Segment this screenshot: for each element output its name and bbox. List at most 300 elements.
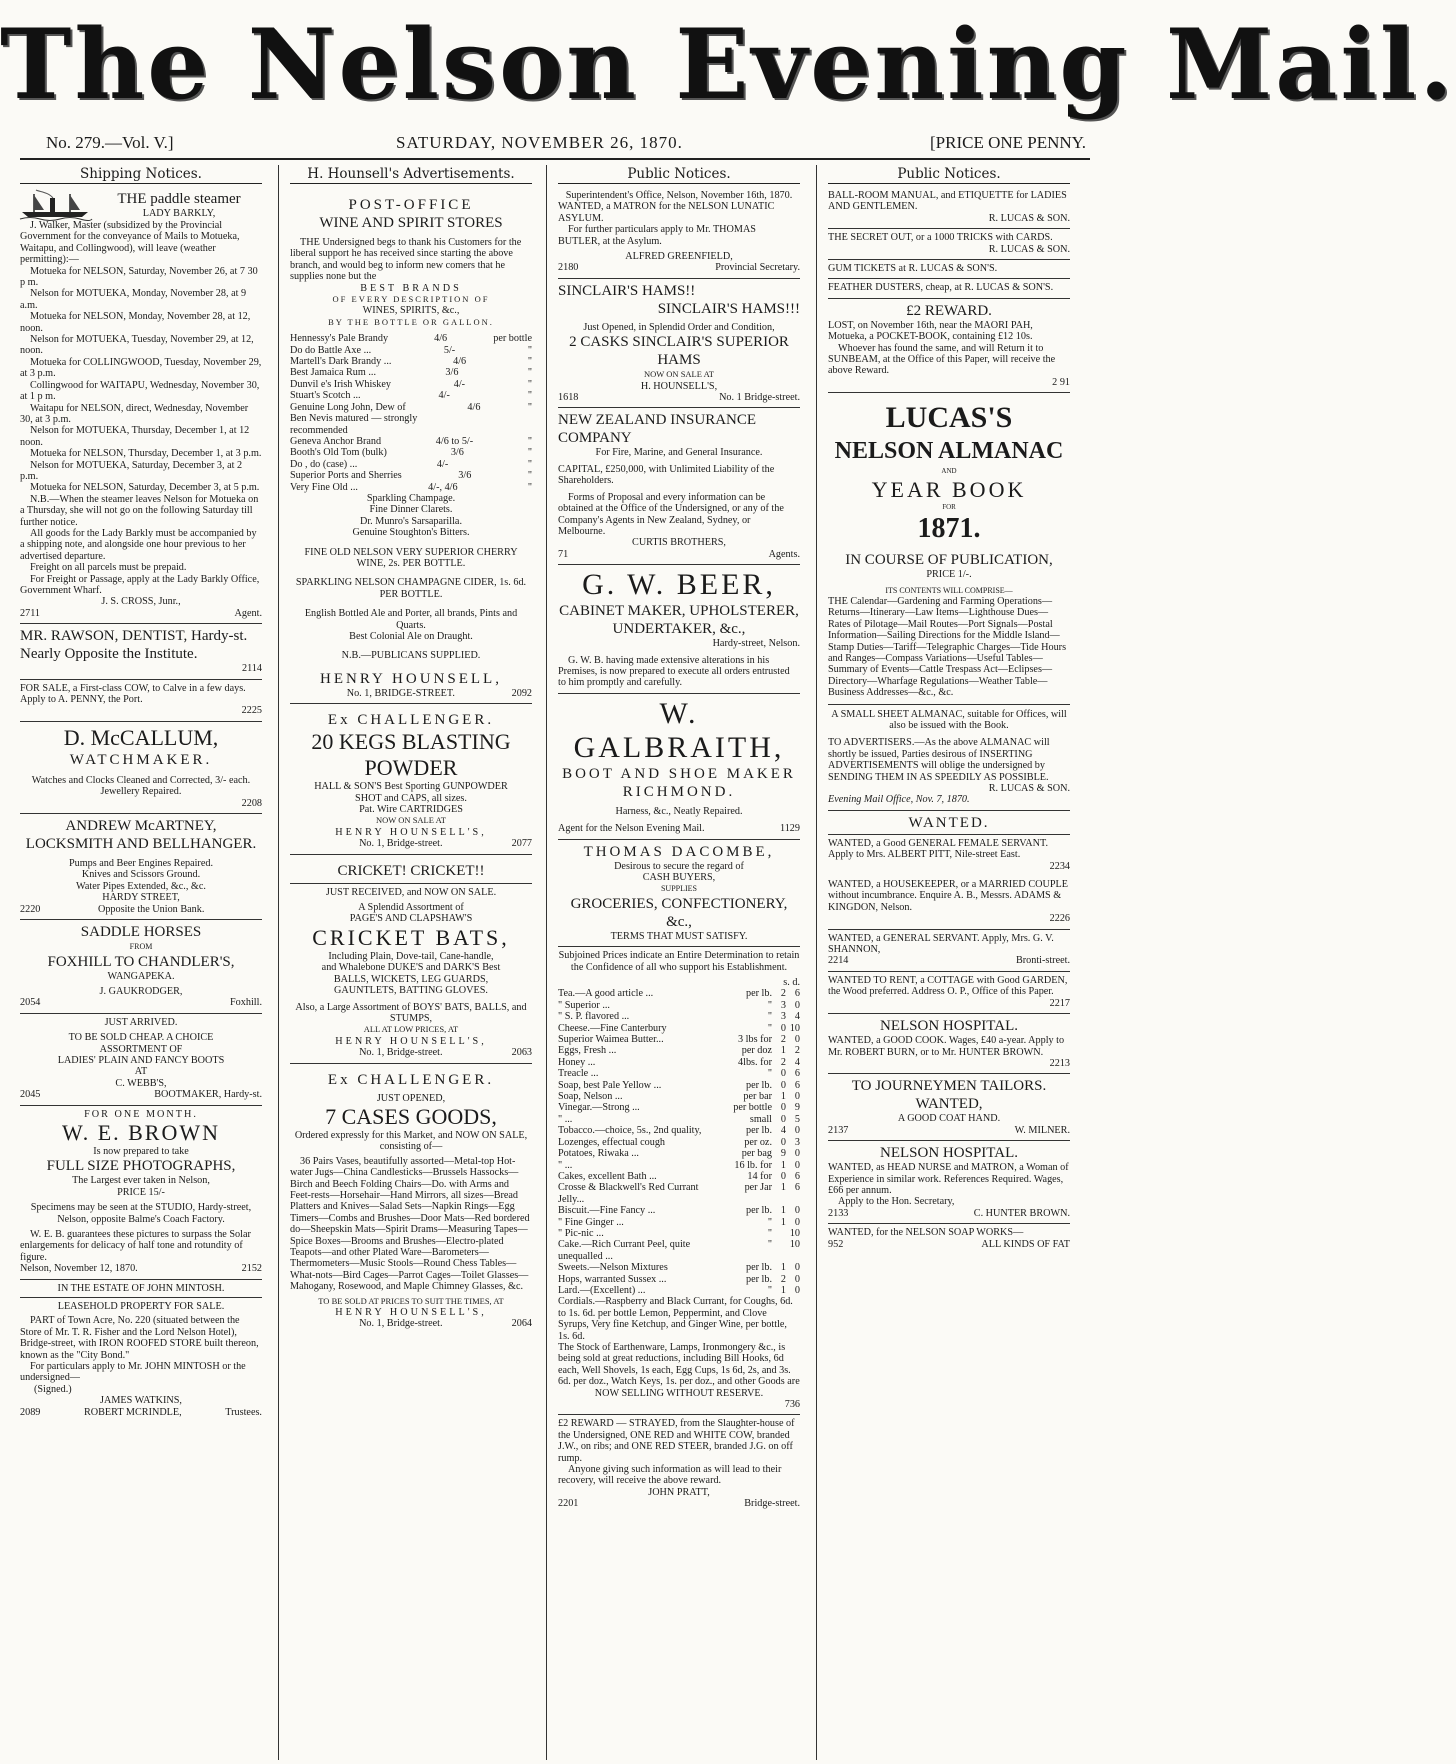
- saddle-place: WANGAPEKA.: [107, 970, 175, 982]
- webb-line: TO BE SOLD CHEAP. A CHOICE: [68, 1032, 214, 1044]
- ad-secret: [828, 229, 1070, 260]
- price-d: 0: [794, 999, 800, 1011]
- price-unit: 14 for: [747, 1170, 772, 1182]
- powder-now: NOW ON SALE AT: [376, 815, 446, 826]
- price-unit: ": [767, 1022, 772, 1034]
- almanac-course: IN COURSE OF PUBLICATION,: [845, 552, 1053, 569]
- price-d: 0: [794, 1034, 800, 1046]
- ad-insurance: [558, 408, 800, 565]
- ad-number: 736: [784, 1399, 800, 1411]
- dacombe-line: SUPPLIES: [660, 884, 697, 894]
- ad-number: 2180: [558, 262, 579, 274]
- price-item: Soap, best Pale Yellow ...: [558, 1079, 662, 1091]
- dacombe-price-list: [558, 988, 800, 1296]
- soap-text: WANTED, for the NELSON SOAP WORKS—: [828, 1227, 1024, 1239]
- barkly-line: J. Walker, Master (subsidized by the Provincial Government for the conveyance of Mails to Motueka, Waitapu, and Collingwood), will leave (weather permitting):—: [20, 220, 240, 266]
- saddle-route: FOXHILL TO CHANDLER'S,: [47, 953, 235, 970]
- almanac-office: Evening Mail Office, Nov. 7, 1870.: [828, 794, 970, 806]
- ad-ballroom: [828, 187, 1070, 229]
- lock-address: Opposite the Union Bank.: [97, 903, 205, 915]
- price-item: Tea.—A good article ...: [558, 988, 654, 1000]
- secret-text: THE SECRET OUT, or a 1000 TRICKS with CARDS.: [828, 232, 1053, 244]
- price-s: 1: [780, 1045, 786, 1057]
- wine-price: 4/-: [453, 378, 466, 390]
- price-s: 1: [780, 1262, 786, 1274]
- lost-text: LOST, on November 16th, near the MAORI PAH, Motueka, a POCKET-BOOK, containing £12 10s.: [828, 319, 1033, 343]
- cricket-boys: Also, a Large Assortment of BOYS' BATS, BALLS, and STUMPS,: [295, 1001, 527, 1024]
- price-unit: 4lbs. for: [738, 1056, 772, 1068]
- hams-seller: H. HOUNSELL'S,: [640, 380, 718, 392]
- price-d: 6: [794, 1170, 800, 1182]
- wine-unit: ": [527, 481, 532, 493]
- price-item: " ...: [558, 1159, 573, 1171]
- brown-name: W. E. BROWN: [61, 1119, 221, 1145]
- price-d: 0: [794, 1148, 800, 1160]
- webb-line: C. WEBB'S,: [115, 1077, 167, 1089]
- hospital-heading: NELSON HOSPITAL.: [880, 1018, 1018, 1035]
- ad-number: 2214: [828, 955, 849, 967]
- ad-number: 2226: [1049, 913, 1070, 925]
- galbraith-town: RICHMOND.: [622, 783, 736, 800]
- ad-number: 2208: [241, 797, 262, 809]
- insurance-sub: For Fire, Marine, and General Insurance.: [595, 447, 763, 459]
- ad-hospital-cook: [828, 1014, 1070, 1074]
- insurance-forms: Forms of Proposal and every information can be obtained at the Office of the Undersigned, or any of the Company's Agents in New Zealand, Sydney, or Melbourne.: [558, 491, 784, 537]
- dentist-text: MR. RAWSON, DENTIST, Hardy-st. Nearly Opposite the Institute.: [20, 628, 248, 663]
- nurse-signer: C. HUNTER BROWN.: [973, 1207, 1070, 1219]
- price-s: 4: [780, 1125, 786, 1137]
- hounsell-address: No. 1, Bridge-street.: [359, 1318, 443, 1330]
- wine-unit: ": [527, 367, 532, 379]
- reward-signer: JOHN PRATT,: [648, 1486, 710, 1498]
- hounsell-address: No. 1, Bridge-street.: [359, 838, 443, 850]
- price-unit: 16 lb. for: [734, 1159, 772, 1171]
- lost-title: £2 REWARD.: [906, 302, 992, 319]
- price-unit: ": [767, 1227, 772, 1239]
- barkly-line: Motueka for NELSON, Saturday, November 26, at 7 30 p m.: [20, 265, 258, 289]
- wine-price: 3/6: [450, 447, 464, 459]
- price-unit: per doz: [741, 1045, 772, 1057]
- ad-tailors: [828, 1074, 1070, 1141]
- ad-mintosh-estate: [20, 1280, 262, 1422]
- price-d: 0: [794, 1216, 800, 1228]
- saddle-from: FROM: [129, 942, 153, 952]
- almanac-contents: ITS CONTENTS WILL COMPRISE—: [885, 585, 1013, 595]
- barkly-title: THE paddle steamer: [117, 191, 241, 207]
- powder-heading: Ex CHALLENGER.: [327, 712, 495, 729]
- price-s: [772, 1239, 786, 1262]
- wanted-servant: [828, 930, 1070, 972]
- hounsell-address: No. 1, Bridge-street.: [359, 1047, 443, 1059]
- price-item: Tobacco.—choice, 5s., 2nd quality,: [558, 1125, 702, 1137]
- reward-info: Anyone giving such information as will lead to their recovery, will receive the above reward.: [558, 1464, 782, 1487]
- column-divider: [546, 165, 547, 1760]
- almanac-price: PRICE 1/-.: [926, 569, 972, 581]
- webb-line: AT: [134, 1066, 148, 1078]
- barkly-line: Waitapu for NELSON, direct, Wednesday, November 30, at 3 p.m.: [20, 402, 249, 425]
- barkly-line: Nelson for MOTUEKA, Monday, November 28, at 9 a.m.: [20, 288, 247, 311]
- barkly-line: For Freight or Passage, apply at the Lady Barkly Office, Government Wharf.: [20, 573, 260, 596]
- price-item: Crosse & Blackwell's Red Currant Jelly...: [558, 1182, 699, 1205]
- price-item: Potatoes, Riwaka ...: [558, 1148, 639, 1160]
- price-item: Treacle ...: [558, 1068, 599, 1080]
- wanted-ad: WANTED, a GENERAL SERVANT. Apply, Mrs. G. V. SHANNON,: [828, 932, 1054, 956]
- price-s: 0: [780, 1102, 786, 1114]
- ad-beer: [558, 565, 800, 694]
- price-s: 1: [780, 1205, 786, 1217]
- wine-extra: Fine Dinner Clarets.: [369, 504, 453, 516]
- reward-text: £2 REWARD — STRAYED, from the Slaughter-house of the Undersigned, ONE RED and WHITE COW, branded J.W., on ribs; and ONE RED STEER, branded J.G. on off rump.: [558, 1418, 795, 1464]
- wine-price: 5/-: [443, 344, 456, 356]
- price-s: 0: [780, 1068, 786, 1080]
- wine-intro: THE Undersigned begs to thank his Customers for the liberal support he has received since starting the above branch, and would beg to inform new comers that he supplies none but the: [290, 237, 522, 283]
- issue-price: [PRICE ONE PENNY.: [929, 133, 1086, 152]
- ad-number: 2711: [20, 607, 40, 619]
- column-divider: [278, 165, 279, 1760]
- price-item: Lozenges, effectual cough: [558, 1136, 666, 1148]
- wine-unit: per bottle: [493, 333, 532, 345]
- ad-number: 952: [828, 1238, 844, 1250]
- powder-line: HALL & SON'S Best Sporting GUNPOWDER: [314, 781, 508, 793]
- price-unit: ": [767, 1239, 772, 1251]
- barkly-line: Motueka for NELSON, Monday, November 28, at 12, noon.: [20, 311, 251, 334]
- dacombe-cordials: Cordials.—Raspberry and Black Currant, for Coughs, 6d. to 1s. 6d. per bottle Lemon, Peppermint, and Clove Syrups, Very fine Ketchup, and Ginger Wine, per bottle, 1s. 6d.: [558, 1296, 793, 1342]
- dacombe-line: CASH BUYERS,: [642, 871, 716, 883]
- saddle-town: Foxhill.: [230, 997, 262, 1009]
- ad-soap-works: [828, 1224, 1070, 1254]
- price-unit: per oz.: [744, 1136, 772, 1148]
- ad-number: 2220: [20, 903, 41, 915]
- estate-heading: IN THE ESTATE OF JOHN MINTOSH.: [57, 1282, 225, 1294]
- dacombe-name: THOMAS DACOMBE,: [583, 843, 775, 860]
- tailors-coat: A GOOD COAT HAND.: [897, 1113, 1001, 1125]
- hounsell-address: No. 1, BRIDGE-STREET.: [346, 687, 455, 699]
- price-d: 10: [789, 1239, 800, 1251]
- price-item: Hops, warranted Sussex ...: [558, 1273, 667, 1285]
- cricket-makers: PAGE'S AND CLAPSHAW'S: [349, 913, 473, 925]
- cricket-bats: CRICKET BATS,: [312, 924, 510, 950]
- price-unit: per lb.: [745, 1079, 772, 1091]
- ad-wine-stores: [290, 187, 532, 704]
- lucas-sign: R. LUCAS & SON.: [988, 243, 1070, 255]
- brown-price: PRICE 15/-: [117, 1186, 165, 1198]
- hams-title: 2 CASKS SINCLAIR'S SUPERIOR HAMS: [569, 334, 789, 369]
- ad-number: 2201: [558, 1498, 579, 1510]
- price-unit: 3 lbs for: [738, 1034, 772, 1046]
- beer-text: G. W. B. having made extensive alterations in his Premises, is now prepared to execute all orders entrusted to him promptly and carefully.: [558, 654, 790, 689]
- price-s: 2: [780, 988, 786, 1000]
- price-s: 2: [780, 1034, 786, 1046]
- barkly-line: Collingwood for WAITAPU, Wednesday, November 30, at 1 p m.: [20, 379, 260, 403]
- ad-lady-barkly: [20, 187, 262, 624]
- ad-number: 2137: [828, 1124, 849, 1136]
- issue-number: No. 279.—Vol. V.]: [46, 133, 174, 152]
- wine-price: 4/6: [453, 356, 467, 368]
- wine-unit: ": [527, 356, 532, 368]
- column-heading: H. Hounsell's Advertisements.: [290, 165, 532, 184]
- tailors-wanted: WANTED,: [915, 1096, 983, 1113]
- ad-blasting-powder: [290, 704, 532, 854]
- price-item: Superior Waimea Butter...: [558, 1034, 664, 1046]
- price-unit: per bag: [741, 1148, 772, 1160]
- price-s: 0: [780, 1170, 786, 1182]
- price-unit: ": [767, 1284, 772, 1296]
- asylum-office: Superintendent's Office, Nelson, November 16th, 1870.: [565, 190, 793, 201]
- wine-cherry: FINE OLD NELSON VERY SUPERIOR CHERRY WINE, 2s. PER BOTTLE.: [304, 546, 518, 569]
- cases-title: 7 CASES GOODS,: [325, 1103, 497, 1129]
- barkly-line: Nelson for MOTUEKA, Saturday, December 3, at 2 p.m.: [20, 459, 243, 482]
- price-item: Honey ...: [558, 1056, 596, 1068]
- price-item: Biscuit.—Fine Fancy ...: [558, 1205, 656, 1217]
- hams-opened: Just Opened, in Splendid Order and Condition,: [583, 321, 775, 333]
- price-item: " Pic-nic ...: [558, 1227, 604, 1239]
- almanac-lucas: LUCAS'S: [885, 401, 1013, 435]
- estate-trustee: JAMES WATKINS,: [100, 1395, 182, 1407]
- price-unit: small: [749, 1113, 772, 1125]
- asylum-title: Provincial Secretary.: [715, 262, 800, 274]
- cow-text: FOR SALE, a First-class COW, to Calve in a few days. Apply to A. PENNY, the Port.: [20, 682, 246, 706]
- ad-number: 2063: [511, 1047, 532, 1059]
- wine-price: 4/6: [467, 401, 481, 413]
- cricket-line: BALLS, WICKETS, LEG GUARDS,: [333, 973, 489, 985]
- dacombe-terms: TERMS THAT MUST SATISFY.: [610, 930, 748, 942]
- price-s: 2: [780, 1273, 786, 1285]
- price-unit: per lb.: [745, 1273, 772, 1285]
- ad-number: 2 91: [1052, 376, 1070, 388]
- ad-saddle-horses: [20, 920, 262, 1014]
- insurance-agent: CURTIS BROTHERS,: [632, 537, 726, 549]
- hounsell-name: HENRY HOUNSELL,: [320, 670, 502, 687]
- price-item: Lard.—(Excellent) ...: [558, 1284, 646, 1296]
- ad-number: 1618: [558, 392, 579, 404]
- asylum-text: WANTED, a MATRON for the NELSON LUNATIC ASYLUM.: [558, 201, 775, 224]
- ad-lost-reward: [828, 299, 1070, 393]
- ad-almanac: [828, 393, 1070, 811]
- price-item: Cakes, excellent Bath ...: [558, 1170, 657, 1182]
- ad-galbraith: [558, 694, 800, 840]
- wine-item: Martell's Dark Brandy ...: [290, 356, 392, 368]
- wine-price: 4/-: [438, 390, 450, 402]
- price-s: 0: [780, 1136, 786, 1148]
- price-d: 10: [789, 1022, 800, 1034]
- price-d: 0: [794, 1273, 800, 1285]
- ad-hospital-nurse: [828, 1141, 1070, 1224]
- price-unit: per bar: [743, 1091, 772, 1103]
- powder-line: Pat. Wire CARTRIDGES: [359, 804, 463, 816]
- wine-title: WINE AND SPIRIT STORES: [319, 215, 503, 231]
- price-item: Cheese.—Fine Canterbury: [558, 1022, 667, 1034]
- almanac-year: 1871.: [917, 513, 981, 545]
- wine-price-list: [290, 333, 532, 493]
- powder-line: SHOT and CAPS, all sizes.: [355, 792, 467, 804]
- hospital-heading: NELSON HOSPITAL.: [880, 1145, 1018, 1162]
- dacombe-groceries: GROCERIES, CONFECTIONERY, &c.,: [570, 895, 788, 930]
- price-d: 4: [794, 1011, 800, 1023]
- lucas-sign: R. LUCAS & SON.: [988, 212, 1070, 224]
- almanac-sheet: A SMALL SHEET ALMANAC, suitable for Offices, will also be issued with the Book.: [828, 704, 1070, 732]
- reward-address: Bridge-street.: [744, 1498, 800, 1510]
- galbraith-agent: Agent for the Nelson Evening Mail.: [558, 823, 705, 835]
- estate-trustees-label: Trustees.: [225, 1406, 262, 1418]
- price-s: 3: [780, 999, 786, 1011]
- webb-line: ASSORTMENT OF: [99, 1043, 183, 1055]
- ad-strayed-reward: [558, 1415, 800, 1513]
- wine-types: WINES, SPIRITS, &c.,: [362, 305, 460, 317]
- beer-line: CABINET MAKER, UPHOLSTERER,: [559, 603, 799, 620]
- ad-asylum: [558, 187, 800, 279]
- price-unit: per bottle: [733, 1102, 772, 1114]
- barkly-agent: Agent.: [234, 607, 262, 619]
- ad-webb: [20, 1014, 262, 1106]
- cases-sold: TO BE SOLD AT PRICES TO SUIT THE TIMES, AT: [318, 1295, 504, 1306]
- price-d: 6: [794, 988, 800, 1000]
- saddle-title: SADDLE HORSES: [80, 924, 202, 941]
- barkly-line: All goods for the Lady Barkly must be accompanied by a shipping note, and alongside one hour previous to her advertised departure.: [20, 527, 257, 562]
- ad-number: 2152: [241, 1263, 262, 1275]
- nurse-text: WANTED, as HEAD NURSE and MATRON, a Woman of Experience in similar work. References Required. Wages, £66 per annum.: [828, 1162, 1069, 1196]
- cricket-splendid: A Splendid Assortment of: [358, 902, 464, 914]
- ad-number: 2089: [20, 1406, 41, 1418]
- wine-item: Genuine Long John, Dew of Ben Nevis matured — strongly recommended: [290, 401, 418, 436]
- column-heading: Public Notices.: [558, 165, 800, 184]
- wine-unit: ": [527, 344, 532, 356]
- wine-item: Booth's Old Tom (bulk): [290, 447, 387, 459]
- ad-number: 2133: [828, 1207, 849, 1219]
- price-item: Soap, Nelson ...: [558, 1091, 623, 1103]
- ad-cricket: [290, 855, 532, 1064]
- almanac-title: NELSON ALMANAC: [834, 438, 1064, 465]
- price-d: 0: [794, 1284, 800, 1296]
- price-d: 0: [794, 1125, 800, 1137]
- cricket-heading: CRICKET! CRICKET!!: [337, 862, 485, 879]
- lucas-sign: R. LUCAS & SON.: [988, 783, 1070, 794]
- brown-line: The Largest ever taken in Nelson,: [72, 1175, 210, 1187]
- ad-seven-cases: [290, 1064, 532, 1334]
- wanted-heading: WANTED.: [828, 814, 1070, 835]
- almanac-for: FOR: [942, 502, 956, 511]
- wine-price: 4/-, 4/6: [428, 481, 458, 493]
- webb-address: BOOTMAKER, Hardy-st.: [154, 1089, 262, 1101]
- wine-unit: ": [527, 447, 532, 459]
- brown-guarantee: W. E. B. guarantees these pictures to surpass the Solar enlargements for delicacy of half tone and rotundity of figure.: [20, 1229, 251, 1263]
- price-s: 0: [780, 1113, 786, 1125]
- cases-goods: 36 Pairs Vases, beautifully assorted—Metal-top Hot-water Jugs—China Candlesticks—Brussels Hassocks—Birch and Beech Folding Chairs—Do. with Arms and Feet-rests—Horsehair—Hand Mirrors, all sizes—Bread Platters and Knives—Salad Sets—Napkin Rings—Egg Timers—Combs and Brushes—Door Mats—Red bordered do—Sheepskin Mats—Spirit Drams—Measuring Tapes—Spice Boxes—Brooms and Brushes—Electro-plated Teapots—and other Plated Ware—Barometers—Thermometers—Music Stools—Round Chess Tables—What-nots—Bird Cages—Parrot Cages—Toilet Glasses—Mahogany, Rosewood, and Maple Chimney Glasses, &c.: [290, 1155, 530, 1293]
- barkly-line: Motueka for COLLINGWOOD, Tuesday, November 29, at 3 p.m.: [20, 356, 262, 380]
- insurance-title: NEW ZEALAND INSURANCE COMPANY: [558, 412, 757, 447]
- price-item: " Superior ...: [558, 999, 610, 1011]
- lock-line: Knives and Scissors Ground.: [81, 869, 201, 881]
- wanted-ad: WANTED, a HOUSEKEEPER, or a MARRIED COUPLE without incumbrance. Enquire A. B., Messrs. ADAMS & KINGDON, Nelson.: [828, 879, 1068, 913]
- ad-number: 2234: [1049, 860, 1070, 872]
- price-s: 1: [780, 1182, 786, 1194]
- galbraith-harness: Harness, &c., Neatly Repaired.: [615, 805, 743, 817]
- ad-number: 2054: [20, 997, 41, 1009]
- ad-cow: [20, 680, 262, 722]
- mccallum-name: D. McCALLUM,: [63, 724, 219, 750]
- hounsell-name: HENRY HOUNSELL'S,: [335, 1035, 487, 1047]
- wine-ale: English Bottled Ale and Porter, all brands, Pints and Quarts.: [304, 608, 518, 631]
- wine-brands: BEST BRANDS: [360, 282, 462, 294]
- wine-price: 4/6: [434, 333, 448, 345]
- cases-heading: Ex CHALLENGER.: [327, 1071, 495, 1088]
- lost-more: Whoever has found the same, and will Return it to SUNBEAM, at the Office of this Paper, will receive the above Reward.: [828, 342, 1056, 377]
- ad-sinclair-hams: [558, 279, 800, 409]
- brown-date: Nelson, November 12, 1870.: [20, 1263, 138, 1275]
- wine-item: Do do Battle Axe ...: [290, 344, 372, 356]
- cricket-prices: ALL AT LOW PRICES, AT: [363, 1024, 459, 1035]
- column-public-notices: [558, 165, 800, 1760]
- wine-item: Superior Ports and Sherries: [290, 470, 402, 482]
- watch-text: Watches and Clocks Cleaned and Corrected, 3/- each. Jewellery Repaired.: [31, 774, 251, 798]
- tailors-signer: W. MILNER.: [1014, 1124, 1070, 1136]
- price-s: 0: [780, 1079, 786, 1091]
- wine-po: POST-OFFICE: [348, 197, 474, 213]
- columns: [20, 165, 1090, 1760]
- wine-extra: Dr. Munro's Sarsaparilla.: [360, 515, 462, 527]
- cricket-line: and Whalebone DUKE'S and DARK'S Best: [321, 962, 501, 974]
- beer-line: Hardy-street, Nelson.: [712, 638, 800, 650]
- ad-number: 2045: [20, 1089, 41, 1101]
- wine-unit: ": [527, 470, 532, 482]
- dacombe-stock: The Stock of Earthenware, Lamps, Ironmongery &c., is being sold at great reductions, including Bill Hooks, 6d each, Well Shovels, 1s each, Egg Cups, 1s 6d, 2s, and 3s. 6d. per doz., Watch Keys, 1s. per doz., and other Goods are: [558, 1342, 800, 1388]
- ad-number: 2092: [511, 687, 532, 699]
- price-s: 1: [780, 1159, 786, 1171]
- column-public-notices-2: [828, 165, 1070, 1760]
- price-unit: ": [767, 999, 772, 1011]
- price-unit: ": [767, 1011, 772, 1023]
- price-item: Sweets.—Nelson Mixtures: [558, 1262, 668, 1274]
- beer-line: UNDERTAKER, &c.,: [612, 621, 746, 638]
- cases-ordered: Ordered expressly for this Market, and NOW ON SALE, consisting of—: [294, 1129, 528, 1153]
- price-unit: per lb.: [745, 1262, 772, 1274]
- cricket-line: Including Plain, Dove-tail, Cane-handle,: [328, 950, 494, 962]
- wine-item: Dunvil e's Irish Whiskey: [290, 378, 391, 390]
- price-d: 4: [794, 1056, 800, 1068]
- ad-number: 2077: [511, 838, 532, 850]
- price-d: 3: [794, 1136, 800, 1148]
- price-d: 5: [794, 1113, 800, 1125]
- wine-unit: ": [527, 401, 532, 413]
- column-hounsell: [290, 165, 532, 1760]
- column-shipping: [20, 165, 262, 1760]
- wine-colonial: Best Colonial Ale on Draught.: [349, 631, 473, 642]
- price-d: 9: [794, 1102, 800, 1114]
- hams-address: No. 1 Bridge-street.: [719, 392, 800, 404]
- wine-price: 3/6: [458, 470, 472, 482]
- column-divider: [816, 165, 817, 1760]
- galbraith-name: W. GALBRAITH,: [573, 696, 785, 764]
- price-s: 3: [780, 1011, 786, 1023]
- masthead: The Nelson Evening Mail.: [0, 8, 1456, 121]
- hounsell-name: HENRY HOUNSELL'S,: [335, 826, 487, 838]
- gum-text: GUM TICKETS at R. LUCAS & SON'S.: [828, 263, 998, 275]
- estate-trustee: ROBERT MCRINDLE,: [83, 1406, 182, 1418]
- price-d: 0: [794, 1091, 800, 1103]
- column-heading: Shipping Notices.: [20, 165, 262, 184]
- beer-name: G. W. BEER,: [582, 568, 776, 602]
- wine-item: Best Jamaica Rum ...: [290, 367, 377, 379]
- cook-text: WANTED, a GOOD COOK. Wages, £40 a-year. Apply to Mr. ROBERT BURN, or to Mr. HUNTER BROWN.: [828, 1035, 1065, 1058]
- wine-item: Do , do (case) ...: [290, 458, 358, 470]
- column-heading: Public Notices.: [828, 165, 1070, 184]
- price-s: 1: [780, 1216, 786, 1228]
- hounsell-name: HENRY HOUNSELL'S,: [335, 1307, 487, 1319]
- locksmith-title: LOCKSMITH AND BELLHANGER.: [25, 836, 257, 853]
- hams-heading: SINCLAIR'S HAMS!!: [558, 282, 696, 299]
- wine-extra: Sparkling Champage.: [366, 492, 456, 504]
- insurance-agents: Agents.: [768, 548, 800, 560]
- wine-publicans: N.B.—PUBLICANS SUPPLIED.: [341, 650, 481, 662]
